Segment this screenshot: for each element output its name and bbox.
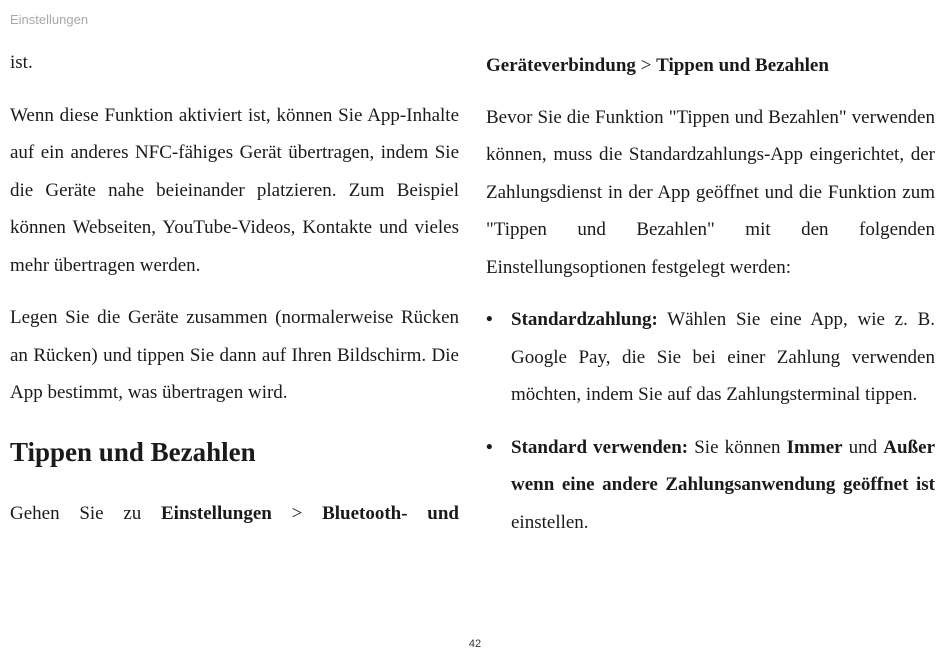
header-title: Einstellungen bbox=[10, 12, 89, 27]
bullet-label: Standardzahlung: bbox=[511, 309, 658, 330]
paragraph-nfc-description: Wenn diese Funktion aktiviert ist, können Sie App-Inhalte auf ein anderes NFC-fähiges Gerät übertragen, indem Sie die Geräte nahe beieinander platzieren. Zum Beispiel können Webseiten, YouTube-Videos, Kontakte und vieles mehr übertragen werden. bbox=[10, 104, 459, 276]
subheading-separator: > bbox=[635, 55, 657, 76]
paragraph-continuation: ist. bbox=[10, 52, 33, 73]
bullet-text-end: einstellen. bbox=[511, 511, 589, 533]
bullet-text-and: und bbox=[842, 436, 884, 458]
subheading-tap-and-pay: Tippen und Bezahlen bbox=[656, 55, 829, 76]
list-item-default-payment bbox=[486, 301, 935, 414]
paragraph-nfc-usage: Legen Sie die Geräte zusammen (normalerweise Rücken an Rücken) und tippen Sie dann auf Ihren Bildschirm. Die App bestimmt, was übertragen wird. bbox=[10, 307, 459, 403]
page-number: 42 bbox=[468, 638, 482, 650]
settings-path-bluetooth: Bluetooth- und bbox=[322, 503, 459, 524]
list-item-use-default bbox=[486, 429, 935, 542]
settings-path-separator: > bbox=[271, 503, 323, 524]
bullet-icon: • bbox=[486, 436, 493, 458]
left-column bbox=[10, 44, 459, 548]
settings-path-text: Gehen Sie zu bbox=[10, 503, 161, 524]
settings-path-settings: Einstellungen bbox=[161, 503, 272, 524]
bullet-text: Wählen Sie eine App, wie z. B. Google Pay, die Sie bei einer Zahlung verwenden möchten, indem Sie auf das Zahlungsterminal tippen. bbox=[511, 309, 935, 405]
option-always: Immer bbox=[786, 436, 843, 458]
option-unless-other-app: Außer wenn eine andere Zahlungsanwendung geöffnet ist bbox=[511, 436, 936, 495]
settings-path-subheading bbox=[486, 47, 935, 85]
subheading-device-connection: Geräteverbindung bbox=[486, 55, 636, 76]
bullet-aligned-block bbox=[511, 429, 935, 542]
bullet-icon: • bbox=[486, 309, 493, 330]
bullet-text: Sie können bbox=[688, 436, 787, 458]
paragraph-tap-and-pay-intro: Bevor Sie die Funktion "Tippen und Bezahlen" verwenden können, muss die Standardzahlungs-App eingerichtet, der Zahlungsdienst in der App geöffnet und die Funktion zum "Tippen und Bezahlen" mit den folgenden Einstellungsoptionen festgelegt werden: bbox=[486, 106, 935, 278]
bullet-label: Standard verwenden: bbox=[511, 436, 689, 458]
section-heading: Tippen und Bezahlen bbox=[10, 436, 256, 467]
paragraph-settings-path bbox=[10, 495, 459, 533]
right-column bbox=[486, 44, 935, 556]
